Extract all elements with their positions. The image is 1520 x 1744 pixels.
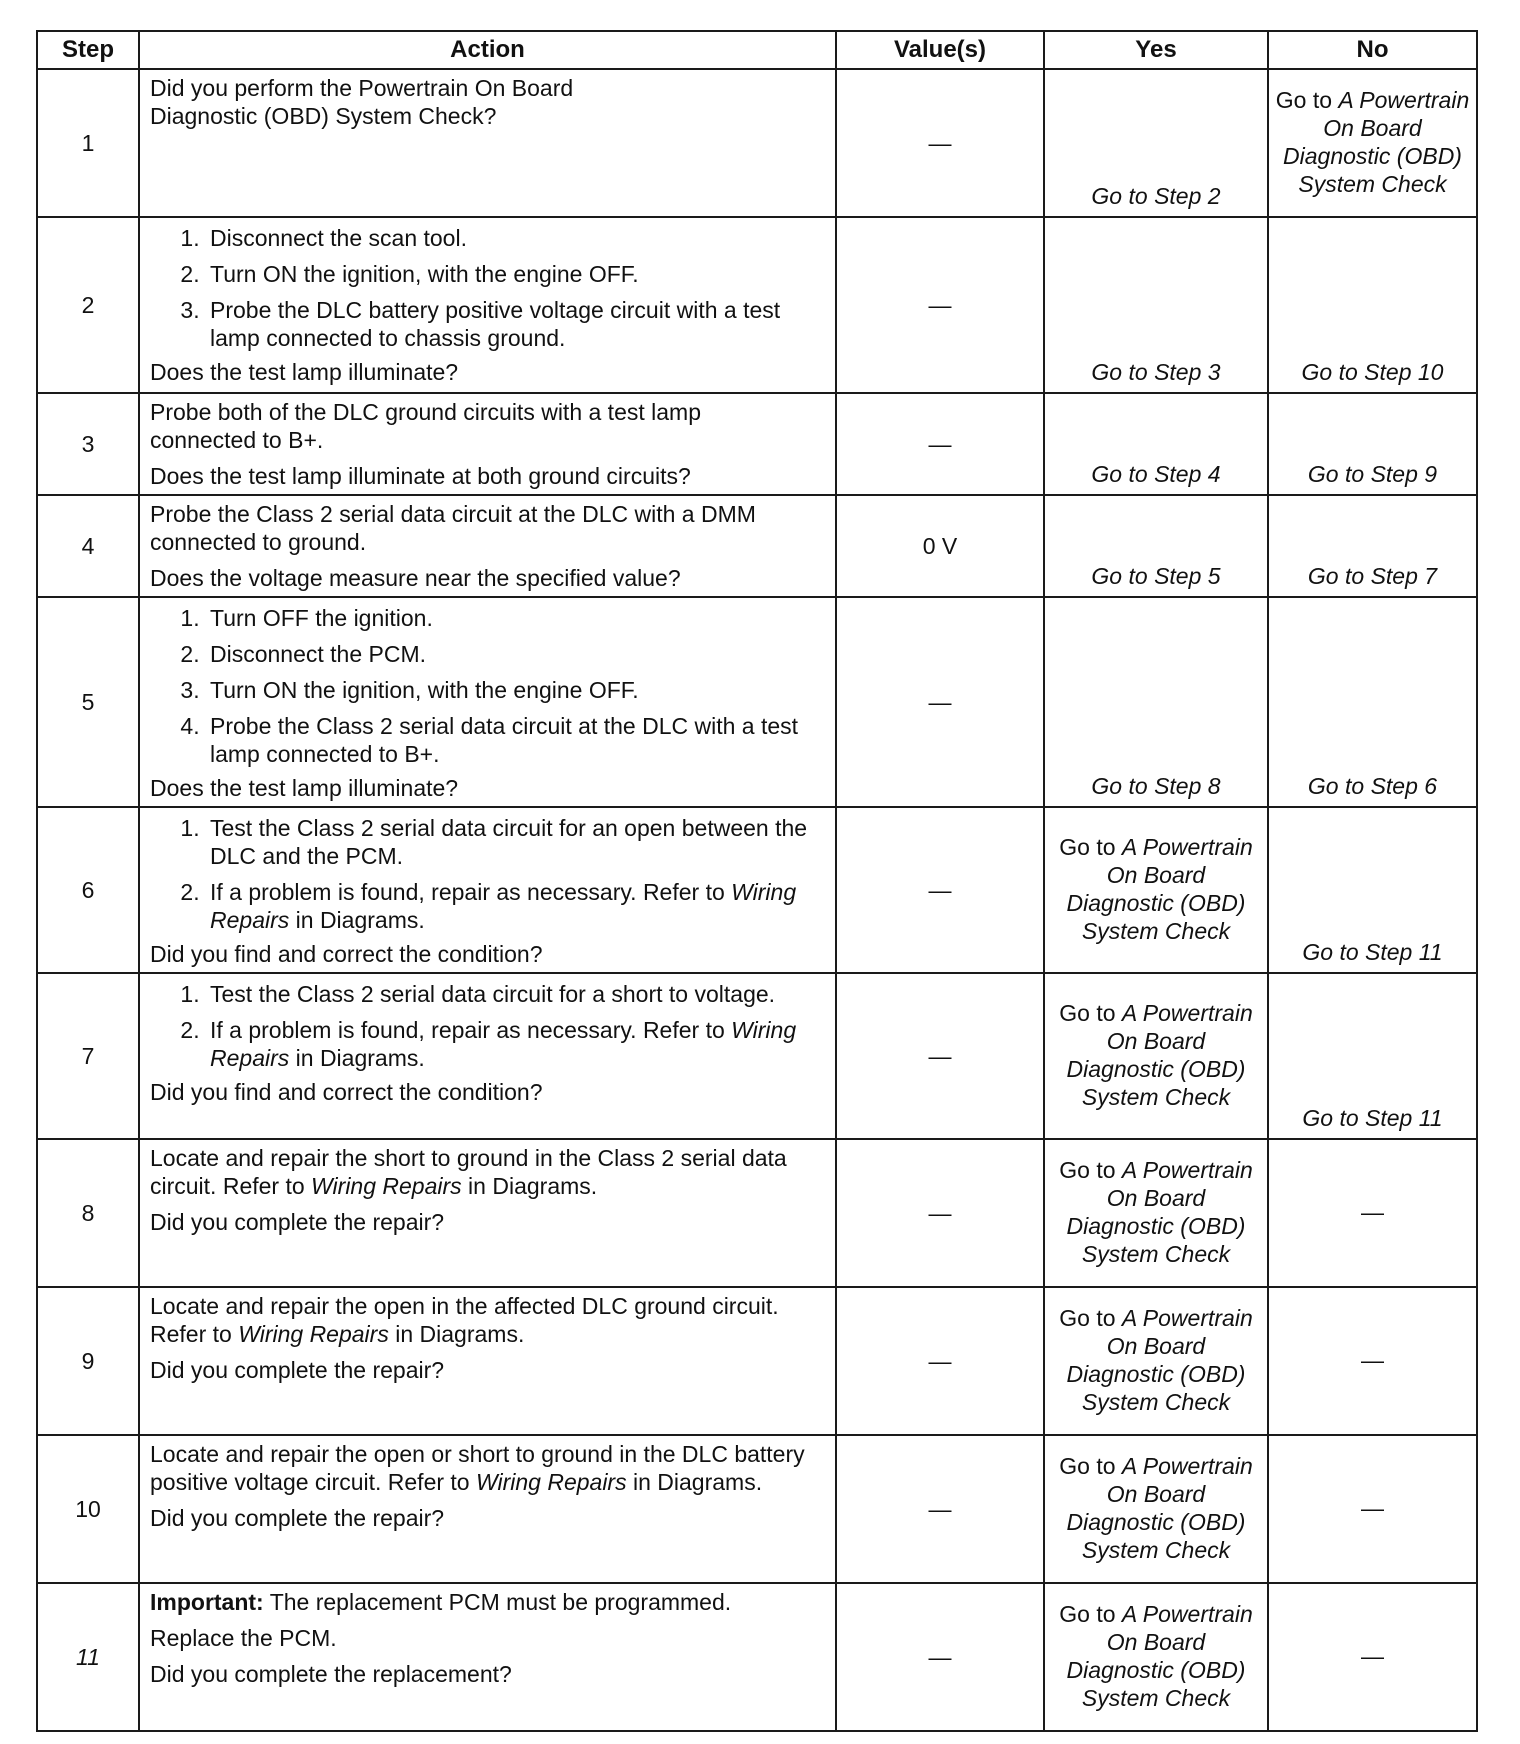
yes-cell: [1044, 973, 1268, 1139]
value-cell: —: [836, 69, 1044, 217]
table-row: [37, 495, 1477, 597]
substep: 3. Turn ON the ignition, with the engine OFF.: [206, 676, 825, 704]
yes-cell: Go to Step 8: [1044, 597, 1268, 807]
goto-letter: A: [1121, 1305, 1137, 1331]
goto-prefix: Go to: [1059, 1000, 1122, 1026]
value-cell: —: [836, 1583, 1044, 1731]
action-text-body: Locate and repair the open or short to ground in the DLC battery positive voltage circuit. Refer to: [150, 1441, 805, 1495]
action-cell: [139, 495, 836, 597]
goto-letter: A: [1121, 834, 1137, 860]
goto-target: Powertrain On Board Diagnostic (OBD) System Check: [1283, 87, 1470, 197]
action-text: Probe both of the DLC ground circuits with a test lamp connected to B+.: [150, 399, 702, 453]
yes-cell: [1044, 1583, 1268, 1731]
substep-list: [150, 224, 825, 352]
diagnostic-table: [36, 30, 1478, 1732]
value-cell: —: [836, 217, 1044, 393]
goto-target: Powertrain On Board Diagnostic (OBD) System Check: [1066, 834, 1253, 944]
no-cell: —: [1268, 1287, 1477, 1435]
table-row: [37, 597, 1477, 807]
goto-letter: A: [1338, 87, 1353, 113]
table-row: [37, 1287, 1477, 1435]
important-text: The replacement PCM must be programmed.: [263, 1589, 732, 1615]
step-number: 11: [37, 1583, 139, 1731]
substep: [206, 878, 825, 934]
action-question: Does the test lamp illuminate?: [150, 359, 459, 385]
action-cell: [139, 217, 836, 393]
action-question: Does the test lamp illuminate at both ground circuits?: [150, 463, 691, 489]
yes-cell: [1044, 1139, 1268, 1287]
substep-text: If a problem is found, repair as necessary. Refer to: [210, 1017, 732, 1043]
substep-list: [150, 980, 825, 1072]
action-text: Probe the Class 2 serial data circuit at the DLC with a DMM connected to ground.: [150, 501, 756, 555]
wiring-repairs-ref: Wiring Repairs: [475, 1469, 627, 1495]
yes-cell: Go to Step 3: [1044, 217, 1268, 393]
table-row: [37, 1435, 1477, 1583]
action-cell: [139, 1139, 836, 1287]
goto-prefix: Go to: [1059, 1601, 1122, 1627]
substep-list: [150, 814, 825, 934]
diagrams-ref: in Diagrams.: [289, 907, 425, 933]
action-text: Did you perform the Powertrain On Board Diagnostic (OBD) System Check?: [150, 75, 574, 129]
action-text: Replace the PCM.: [150, 1625, 337, 1651]
substep: 1. Test the Class 2 serial data circuit for an open between the DLC and the PCM.: [206, 814, 825, 870]
no-cell: Go to Step 11: [1268, 807, 1477, 973]
wiring-repairs-ref: Wiring Repairs: [210, 1017, 797, 1071]
value-cell: —: [836, 1139, 1044, 1287]
goto-prefix: Go to: [1275, 87, 1339, 113]
substep: 2. Turn ON the ignition, with the engine OFF.: [206, 260, 825, 288]
no-cell: Go to Step 6: [1268, 597, 1477, 807]
no-cell: [1268, 69, 1477, 217]
no-cell: —: [1268, 1139, 1477, 1287]
table-row: [37, 807, 1477, 973]
yes-cell: Go to Step 5: [1044, 495, 1268, 597]
table-row: [37, 393, 1477, 495]
step-number: 1: [37, 69, 139, 217]
goto-letter: A: [1121, 1453, 1137, 1479]
substep: 3. Probe the DLC battery positive voltage circuit with a test lamp connected to chassis ground.: [206, 296, 825, 352]
header-no: No: [1268, 31, 1477, 69]
action-cell: [139, 69, 836, 217]
step-number: 8: [37, 1139, 139, 1287]
action-question: Does the voltage measure near the specified value?: [150, 565, 681, 591]
step-number: 7: [37, 973, 139, 1139]
value-cell: —: [836, 1287, 1044, 1435]
value-cell: —: [836, 393, 1044, 495]
goto-prefix: Go to: [1059, 834, 1122, 860]
substep: 1. Disconnect the scan tool.: [206, 224, 825, 252]
substep: [206, 1016, 825, 1072]
goto-target: Powertrain On Board Diagnostic (OBD) System Check: [1066, 1305, 1253, 1415]
no-cell: Go to Step 9: [1268, 393, 1477, 495]
action-cell: [139, 393, 836, 495]
action-question: Did you find and correct the condition?: [150, 1079, 543, 1105]
action-cell: [139, 973, 836, 1139]
diagrams-ref: in Diagrams.: [289, 1045, 425, 1071]
no-cell: —: [1268, 1583, 1477, 1731]
no-cell: Go to Step 11: [1268, 973, 1477, 1139]
wiring-repairs-ref: Wiring Repairs: [311, 1173, 462, 1199]
value-cell: 0 V: [836, 495, 1044, 597]
goto-target: Powertrain On Board Diagnostic (OBD) System Check: [1066, 1453, 1253, 1563]
action-text: [150, 1292, 825, 1348]
action-question: Does the test lamp illuminate?: [150, 775, 459, 801]
header-row: [37, 31, 1477, 69]
goto-letter: A: [1121, 1000, 1137, 1026]
action-cell: [139, 807, 836, 973]
action-cell: [139, 1583, 836, 1731]
wiring-repairs-ref: Wiring Repairs: [210, 879, 797, 933]
action-question: Did you complete the repair?: [150, 1209, 445, 1235]
step-number: 3: [37, 393, 139, 495]
value-cell: —: [836, 1435, 1044, 1583]
action-question: Did you complete the repair?: [150, 1505, 445, 1531]
table-row: [37, 217, 1477, 393]
substep: 1. Turn OFF the ignition.: [206, 604, 825, 632]
header-step: Step: [37, 31, 139, 69]
step-number: 2: [37, 217, 139, 393]
table-row: [37, 973, 1477, 1139]
no-cell: Go to Step 10: [1268, 217, 1477, 393]
goto-prefix: Go to: [1059, 1453, 1122, 1479]
action-question: Did you complete the replacement?: [150, 1661, 512, 1687]
diagrams-ref: in Diagrams.: [461, 1173, 598, 1199]
yes-cell: Go to Step 2: [1044, 69, 1268, 217]
goto-prefix: Go to: [1059, 1157, 1122, 1183]
value-cell: —: [836, 807, 1044, 973]
header-yes: Yes: [1044, 31, 1268, 69]
substep: 4. Probe the Class 2 serial data circuit at the DLC with a test lamp connected to B+.: [206, 712, 825, 768]
goto-prefix: Go to: [1059, 1305, 1122, 1331]
diagnostic-table-container: [36, 30, 1476, 1732]
important-note: [150, 1588, 825, 1616]
action-cell: [139, 597, 836, 807]
header-action: Action: [139, 31, 836, 69]
goto-letter: A: [1121, 1157, 1137, 1183]
important-label: Important:: [150, 1589, 264, 1615]
step-number: 6: [37, 807, 139, 973]
action-cell: [139, 1435, 836, 1583]
no-cell: —: [1268, 1435, 1477, 1583]
step-number: 9: [37, 1287, 139, 1435]
header-values: Value(s): [836, 31, 1044, 69]
yes-cell: [1044, 1287, 1268, 1435]
table-row: [37, 69, 1477, 217]
action-text: [150, 1440, 825, 1496]
action-cell: [139, 1287, 836, 1435]
yes-cell: [1044, 1435, 1268, 1583]
action-question: Did you find and correct the condition?: [150, 941, 543, 967]
value-cell: —: [836, 973, 1044, 1139]
substep: 1. Test the Class 2 serial data circuit for a short to voltage.: [206, 980, 825, 1008]
action-text-body: Locate and repair the short to ground in the Class 2 serial data circuit. Refer to: [150, 1145, 787, 1199]
value-cell: —: [836, 597, 1044, 807]
table-row: [37, 1139, 1477, 1287]
diagrams-ref: in Diagrams.: [626, 1469, 763, 1495]
no-cell: Go to Step 7: [1268, 495, 1477, 597]
step-number: 10: [37, 1435, 139, 1583]
goto-target: Powertrain On Board Diagnostic (OBD) System Check: [1066, 1601, 1253, 1711]
step-number: 4: [37, 495, 139, 597]
action-question: Did you complete the repair?: [150, 1357, 445, 1383]
substep-list: [150, 604, 825, 768]
diagrams-ref: in Diagrams.: [388, 1321, 525, 1347]
table-row: [37, 1583, 1477, 1731]
action-text-body: Locate and repair the open in the affected DLC ground circuit. Refer to: [150, 1293, 779, 1347]
substep-text: If a problem is found, repair as necessary. Refer to: [210, 879, 732, 905]
yes-cell: Go to Step 4: [1044, 393, 1268, 495]
substep: 2. Disconnect the PCM.: [206, 640, 825, 668]
goto-target: Powertrain On Board Diagnostic (OBD) System Check: [1066, 1157, 1253, 1267]
wiring-repairs-ref: Wiring Repairs: [238, 1321, 389, 1347]
step-number: 5: [37, 597, 139, 807]
goto-letter: A: [1121, 1601, 1137, 1627]
action-text: [150, 1144, 825, 1200]
yes-cell: [1044, 807, 1268, 973]
goto-target: Powertrain On Board Diagnostic (OBD) System Check: [1066, 1000, 1253, 1110]
